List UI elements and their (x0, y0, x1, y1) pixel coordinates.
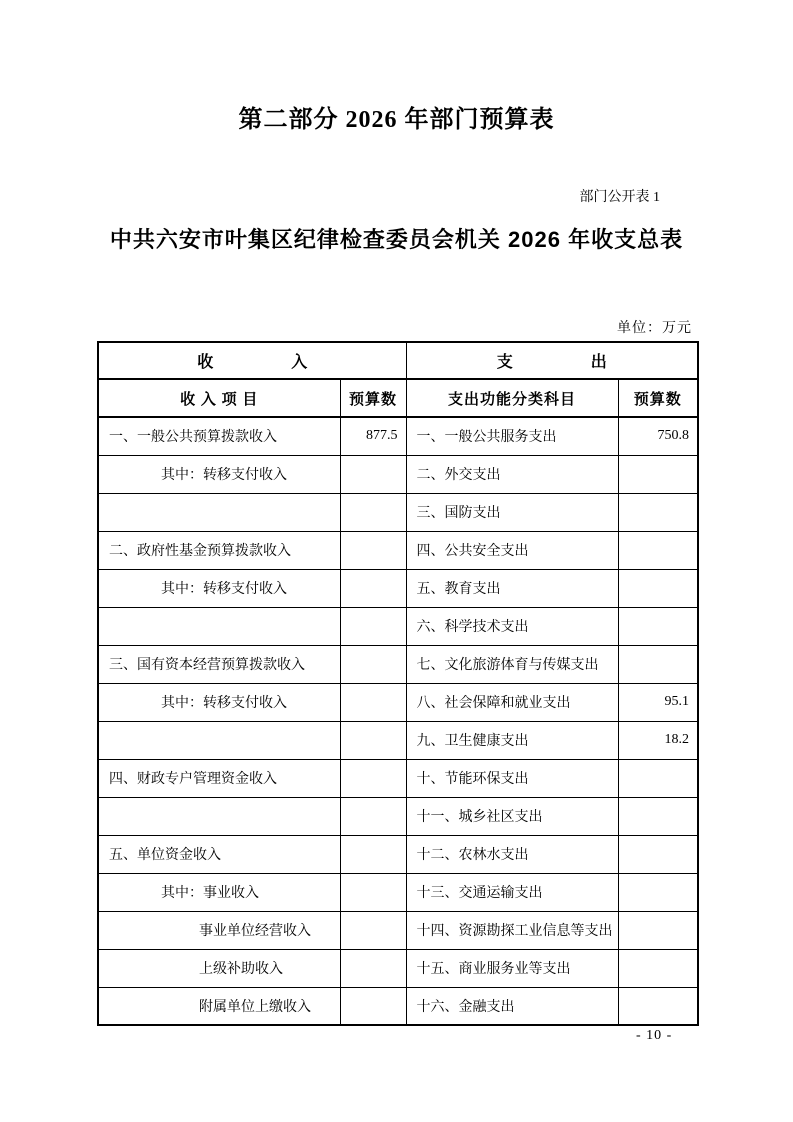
income-item-cell: 其中：事业收入 (98, 873, 340, 911)
income-budget-cell: 877.5 (340, 417, 406, 455)
expense-budget-cell (618, 835, 698, 873)
expense-budget-cell: 18.2 (618, 721, 698, 759)
table-row (98, 759, 698, 797)
income-budget-cell (340, 645, 406, 683)
expense-budget-cell (618, 873, 698, 911)
table-row (98, 531, 698, 569)
income-budget-cell (340, 531, 406, 569)
income-item-cell: 一、一般公共预算拨款收入 (98, 417, 340, 455)
expense-budget-cell (618, 607, 698, 645)
expense-budget-cell (618, 531, 698, 569)
income-item-cell (98, 607, 340, 645)
income-item-cell: 附属单位上缴收入 (98, 987, 340, 1025)
income-budget-cell (340, 493, 406, 531)
table-row (98, 797, 698, 835)
income-budget-cell (340, 987, 406, 1025)
expense-item-cell: 十、节能环保支出 (406, 759, 618, 797)
income-item-cell: 其中：转移支付收入 (98, 569, 340, 607)
income-item-cell: 二、政府性基金预算拨款收入 (98, 531, 340, 569)
income-item-cell (98, 797, 340, 835)
table-row (98, 873, 698, 911)
table-row (98, 835, 698, 873)
income-item-header: 收 入 项 目 (98, 379, 340, 417)
expense-item-cell: 九、卫生健康支出 (406, 721, 618, 759)
income-budget-cell (340, 797, 406, 835)
table-row (98, 683, 698, 721)
income-budget-cell (340, 835, 406, 873)
expense-item-cell: 十三、交通运输支出 (406, 873, 618, 911)
group-header-row (98, 342, 698, 379)
table-row (98, 455, 698, 493)
income-item-cell: 五、单位资金收入 (98, 835, 340, 873)
expense-budget-cell (618, 455, 698, 493)
income-budget-cell (340, 873, 406, 911)
unit-note: 单位：万元 (617, 321, 692, 336)
expense-item-cell: 七、文化旅游体育与传媒支出 (406, 645, 618, 683)
income-budget-cell (340, 607, 406, 645)
expense-item-cell: 四、公共安全支出 (406, 531, 618, 569)
expense-budget-cell (618, 911, 698, 949)
table-label: 部门公开表 1 (579, 190, 660, 205)
expense-budget-cell (618, 759, 698, 797)
expense-budget-cell (618, 493, 698, 531)
expense-item-cell: 一、一般公共服务支出 (406, 417, 618, 455)
table-row (98, 607, 698, 645)
income-item-cell (98, 721, 340, 759)
income-budget-cell (340, 949, 406, 987)
income-budget-cell (340, 455, 406, 493)
expense-item-cell: 十五、商业服务业等支出 (406, 949, 618, 987)
expense-item-cell: 十六、金融支出 (406, 987, 618, 1025)
expense-item-cell: 三、国防支出 (406, 493, 618, 531)
column-header-row (98, 379, 698, 417)
income-budget-cell (340, 683, 406, 721)
income-item-cell: 其中：转移支付收入 (98, 455, 340, 493)
expense-group-header (406, 342, 698, 379)
income-budget-header: 预算数 (340, 379, 406, 417)
expense-item-cell: 十四、资源勘探工业信息等支出 (406, 911, 618, 949)
page-number: - 10 - (636, 1028, 673, 1043)
expense-item-header: 支出功能分类科目 (406, 379, 618, 417)
table-row (98, 949, 698, 987)
income-item-cell: 事业单位经营收入 (98, 911, 340, 949)
income-item-cell: 上级补助收入 (98, 949, 340, 987)
expense-budget-header: 预算数 (618, 379, 698, 417)
table-row (98, 493, 698, 531)
income-item-cell: 四、财政专户管理资金收入 (98, 759, 340, 797)
expense-budget-cell (618, 949, 698, 987)
table-row (98, 417, 698, 455)
expense-budget-cell (618, 987, 698, 1025)
budget-table (97, 341, 699, 1026)
expense-group-label: 支出 (496, 354, 685, 371)
expense-item-cell: 十二、农林水支出 (406, 835, 618, 873)
income-budget-cell (340, 569, 406, 607)
income-group-label: 收入 (197, 354, 386, 371)
section-title: 第二部分 2026 年部门预算表 (238, 107, 555, 133)
income-budget-cell (340, 759, 406, 797)
expense-item-cell: 六、科学技术支出 (406, 607, 618, 645)
expense-budget-cell: 95.1 (618, 683, 698, 721)
expense-item-cell: 二、外交支出 (406, 455, 618, 493)
income-budget-cell (340, 911, 406, 949)
income-item-cell: 其中：转移支付收入 (98, 683, 340, 721)
expense-budget-cell (618, 797, 698, 835)
income-budget-cell (340, 721, 406, 759)
income-group-header (98, 342, 406, 379)
expense-budget-cell: 750.8 (618, 417, 698, 455)
table-row (98, 721, 698, 759)
table-row (98, 645, 698, 683)
expense-item-cell: 十一、城乡社区支出 (406, 797, 618, 835)
expense-item-cell: 五、教育支出 (406, 569, 618, 607)
income-item-cell: 三、国有资本经营预算拨款收入 (98, 645, 340, 683)
expense-budget-cell (618, 569, 698, 607)
expense-item-cell: 八、社会保障和就业支出 (406, 683, 618, 721)
income-item-cell (98, 493, 340, 531)
table-row (98, 911, 698, 949)
expense-budget-cell (618, 645, 698, 683)
table-row (98, 987, 698, 1025)
table-row (98, 569, 698, 607)
doc-title: 中共六安市叶集区纪律检查委员会机关 2026 年收支总表 (109, 227, 684, 252)
